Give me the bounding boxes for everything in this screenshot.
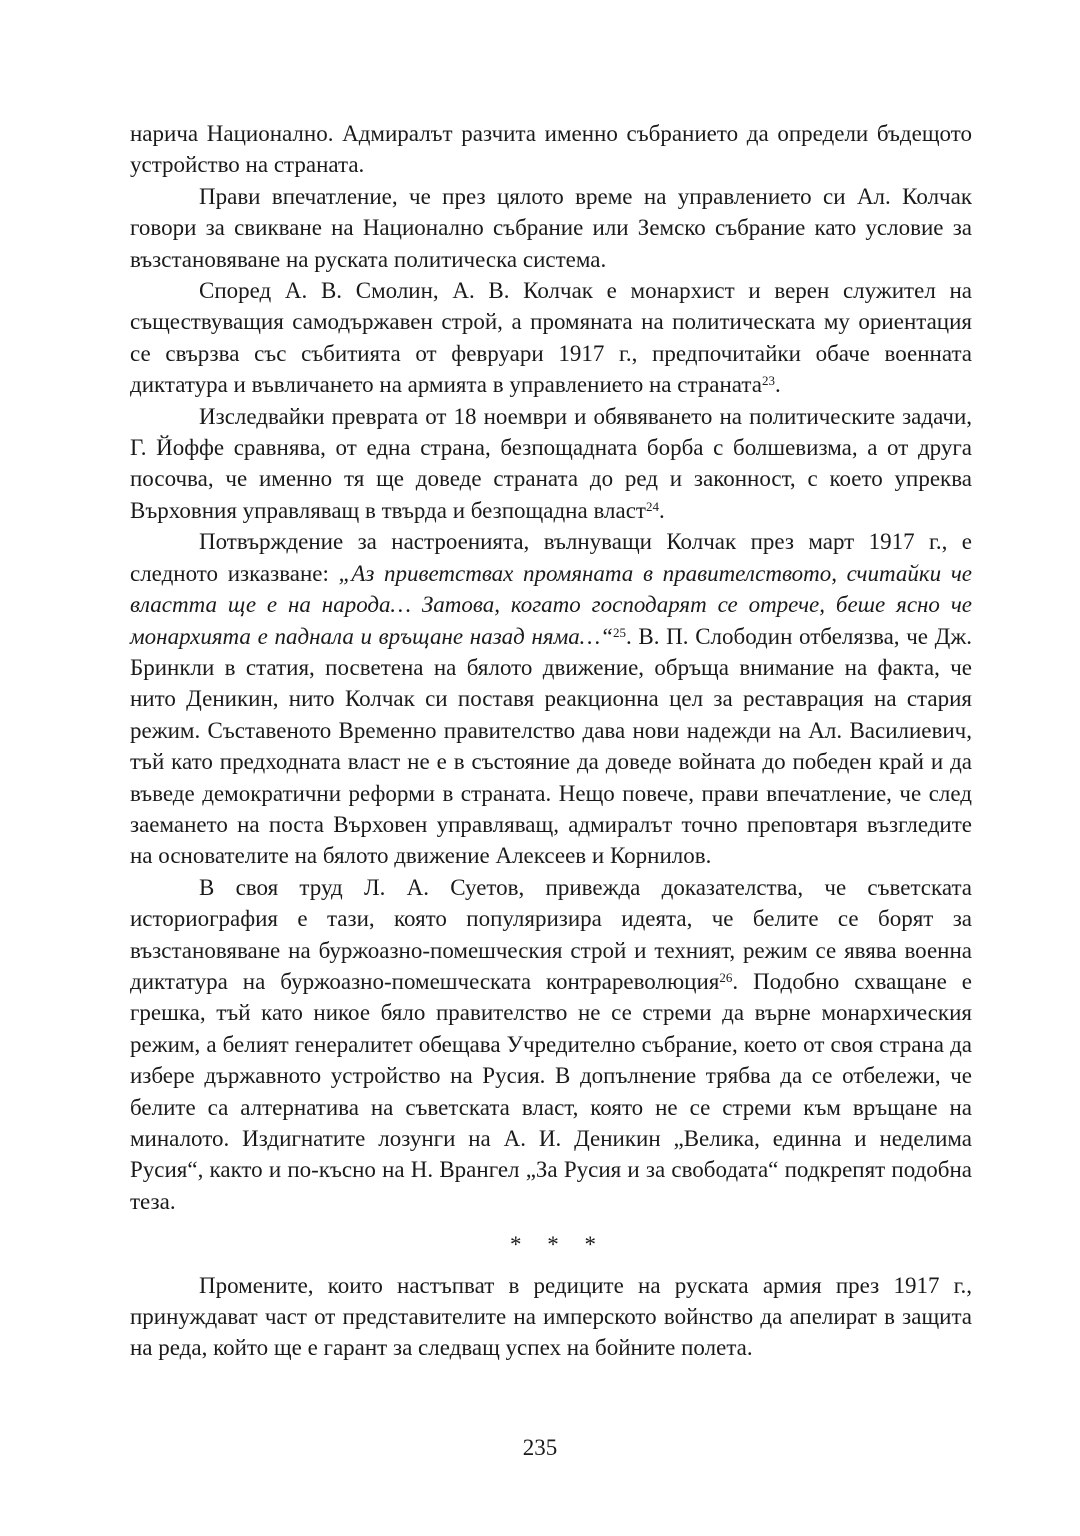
section-separator: * * * (510, 1232, 606, 1258)
footnote-ref-26: 26 (719, 969, 733, 985)
paragraph-text: . В. П. Слободин отбелязва, че Дж. Бринкли в статия, посветена на бялото движение, обръща внимание на факта, че нито Деникин, нито Колчак си поставя реакционна цел за реставрация на стария режим. Съставеното Временно правителство дава нови надежди на Ал. Василиевич, тъй като предходната власт не е в състояние да доведе войната до победен край и да въведе демократични реформи в страната. Нещо повече, прави впечатление, че след заемането на поста Върховен управляващ, адмиралът точно преповтаря възгледите на основателите на бялото движение Алексеев и Корнилов. (130, 623, 972, 869)
paragraph-text: . Подобно схващане е грешка, тъй като никое бяло правителство не се стреми да върне монархическия режим, а белият генералитет обещава Учредително събрание, което от своя страна да избере държавното устройство на Русия. В допълнение трябва да се отбележи, че белите са алтернатива на съветската власт, която не се стреми към връщане на миналото. Издигнатите лозунги на А. И. Деникин „Велика, единна и неделима Русия“, както и по-късно на Н. Врангел „За Русия и за свободата“ подкрепят подобна теза. (130, 968, 972, 1214)
kolchak-quote: „Аз приветствах промяната в правителството, считайки че властта ще е на народа… Затова, когато господарят се отрече, беше ясно че монархията е паднала и връщане назад няма…“ (130, 560, 972, 649)
paragraph-end: . (658, 497, 665, 523)
paragraph-text: Изследвайки преврата от 18 ноември и обявяването на политическите задачи, Г. Йоффе сравнява, от една страна, безпощадната борба с болшевизма, а от друга посочва, че именно тя ще доведе страната до ред и законност, с което упреква Върховния управляващ в твърда и безпощадна власт (130, 403, 972, 523)
page-number: 235 (522, 1435, 558, 1460)
paragraph-army-changes: Промените, които настъпват в редиците на руската армия през 1917 г., принуждават част от представителите на имперското войнство да апелират в защита на реда, който ще е гарант за следващ успех на бойните полета. (130, 1272, 972, 1361)
paragraph-continuation: нарича Национално. Адмиралът разчита именно събранието да определи бъдещото устройство на страната. (130, 121, 972, 178)
paragraph-ioffe (130, 401, 972, 527)
paragraph-text: Потвърждение за настроенията, вълнуващи Колчак през март 1917 г., е следното изказване: (130, 529, 972, 586)
paragraph-smolin (130, 275, 972, 401)
paragraph-confirmation (130, 526, 972, 871)
paragraph-suetov (130, 872, 972, 1217)
footnote-ref-24: 24 (645, 498, 659, 514)
paragraph-text: В своя труд Л. А. Суетов, привежда доказателства, че съветската историография е тази, която популяризира идеята, че белите се борят за възстановяване на буржоазно-помешческия строй и техният, режим се явява военна диктатура на буржоазно-помешческата контрареволюция (130, 874, 972, 994)
paragraph-text: Според А. В. Смолин, А. В. Колчак е монархист и верен служител на съществуващия самодържавен строй, а промяната на политическата му ориентация се свързва със събитията от февруари 1917 г., предпочитайки обаче военната диктатура и въвличането на армията в управлението на страната (130, 278, 972, 398)
document-body (130, 118, 972, 1364)
paragraph-kolchak-assembly: Прави впечатление, че през цялото време на управлението си Ал. Колчак говори за свикване на Национално събрание или Земско събрание като условие за възстановяване на руската политическа система. (130, 183, 972, 272)
paragraph-end: . (774, 372, 781, 398)
footnote-ref-23: 23 (761, 373, 775, 389)
footnote-ref-25: 25 (613, 624, 626, 640)
